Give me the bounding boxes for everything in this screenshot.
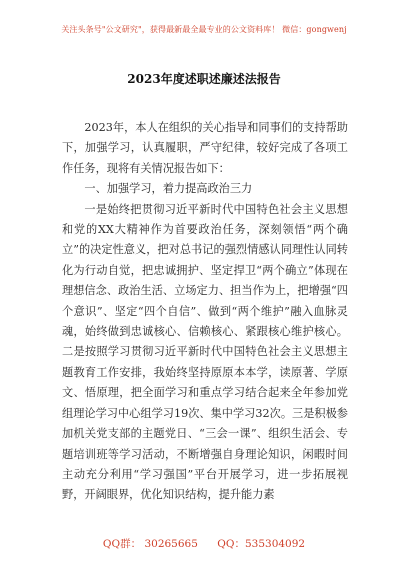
section-heading: 一、加强学习，着力提高政治三力	[84, 182, 253, 196]
footer-contact	[0, 536, 408, 551]
footer-qq-number: QQ：535304092	[217, 538, 306, 550]
footer-qq-group: QQ群： 30265665	[102, 538, 198, 550]
intro-paragraph: 2023年，本人在组织的关心指导和同事们的支持帮助下，加强学习，认真履职，严守纪律，较好完成了各项工作任务，现将有关情况报告如下：	[62, 121, 348, 175]
document-body	[62, 118, 348, 506]
header-banner: 关注头条号"公文研究"，获得最新最全最专业的公文资料库！ 微信：gongwenj	[61, 25, 347, 34]
document-title: 2023年度述职述廉述法报告	[127, 72, 281, 86]
body-paragraph: 一是始终把贯彻习近平新时代中国特色社会主义思想和党的XX大精神作为首要政治任务，深刻领悟“两个确立”的决定性意义，把对总书记的强烈情感认同理性认同转化为行动自觉，把忠诚拥护、坚定捍卫“两个确立”体现在理想信念、政治生活、立场定力、担当作为上，把增强“四个意识”、坚定“四个自信”、做到“两个维护”融入血脉灵魂，始终做到忠诚核心、信赖核心、紧跟核心维护核心。二是按照学习贯彻习近平新时代中国特色社会主义思想主题教育工作安排，我始终坚持原原本本学，读原著、学原文、悟原理，把全面学习和重点学习结合起来全年参加党组理论学习中心组学习19次、集中学习32次。三是积极参加机关党支部的主题党日、“三会一课”、组织生活会、专题培训班等学习活动，不断增强自身理论知识，闲暇时间主动充分利用“学习强国”平台开展学习，进一步拓展视野，开阔眼界，优化知识结构，提升能力素	[62, 202, 348, 502]
